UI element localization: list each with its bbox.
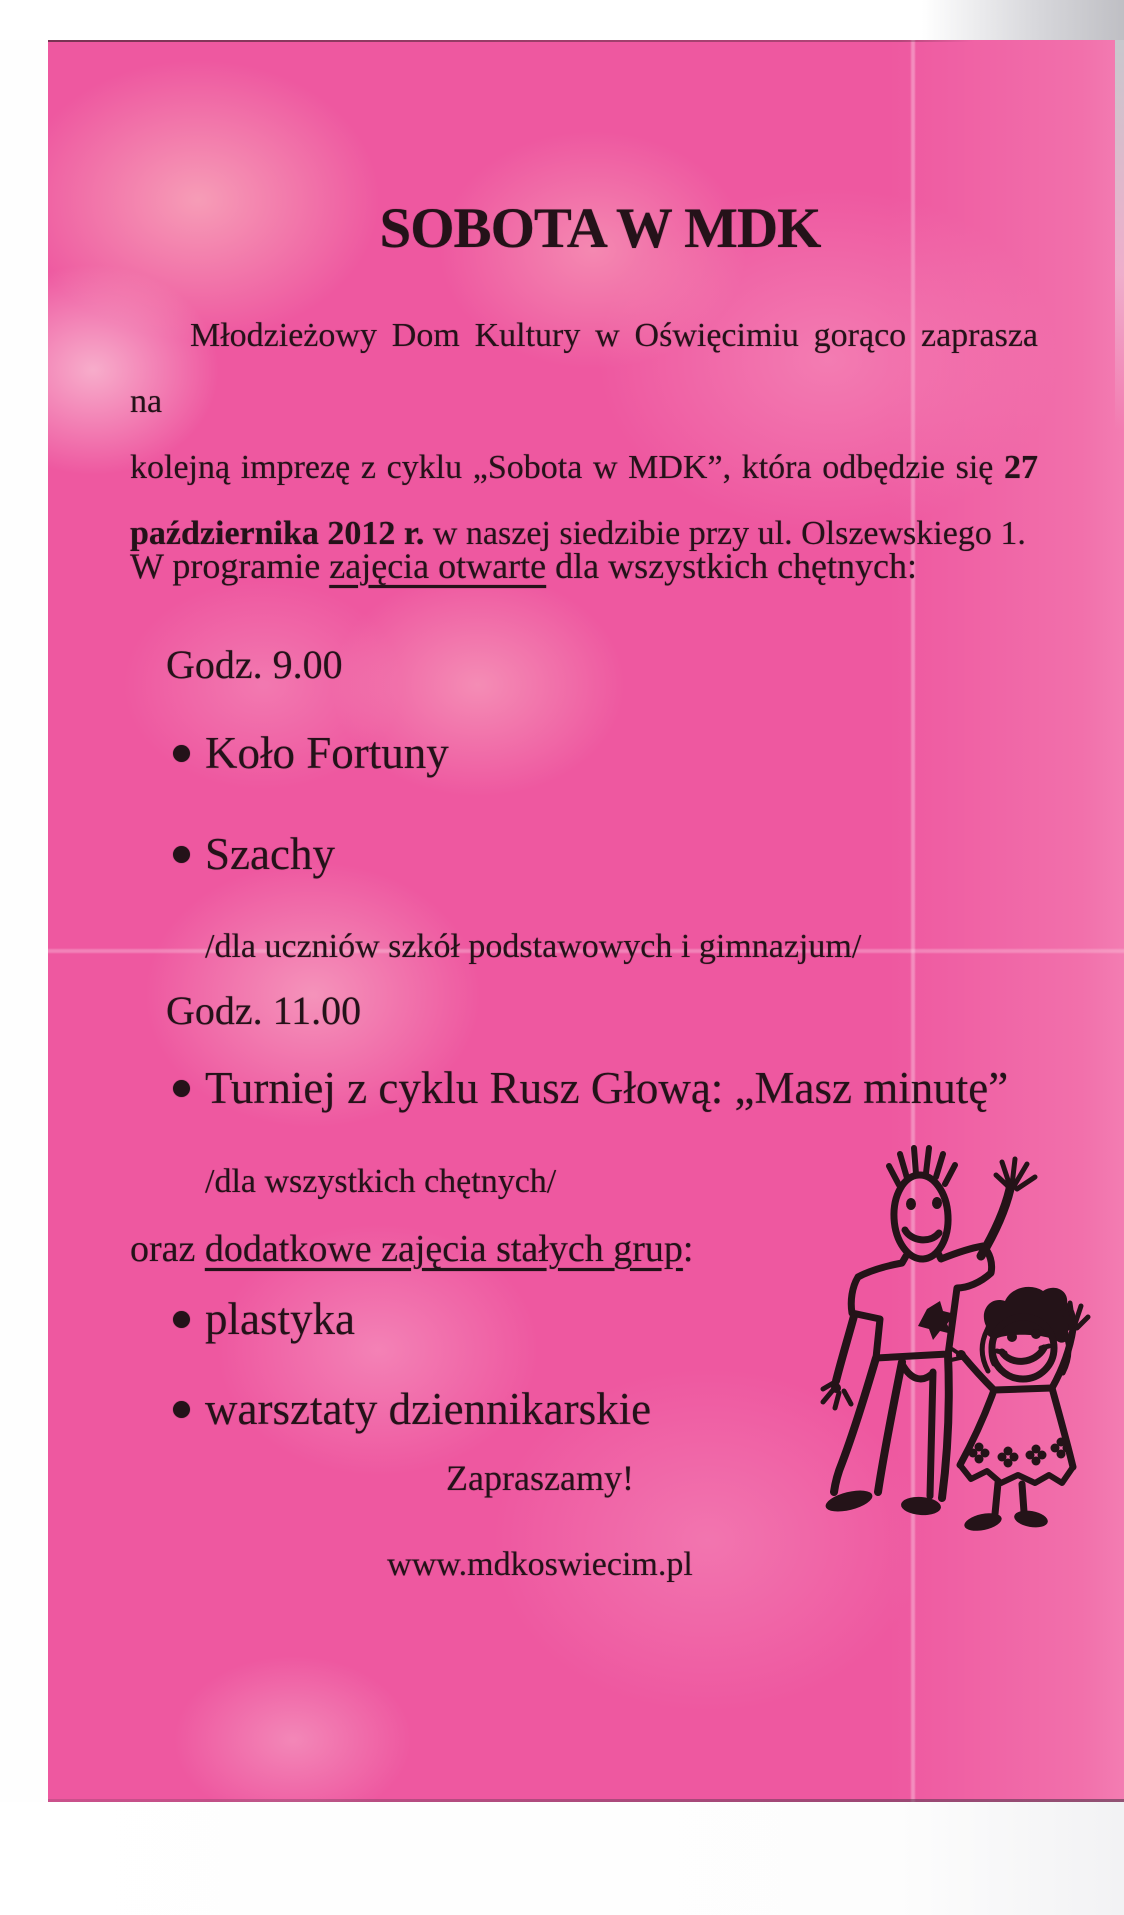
bullet-icon [173,1311,190,1328]
list-item-label: plastyka [205,1294,355,1344]
dress-flower-icon [969,1438,1072,1468]
child-figure [951,1287,1088,1534]
event-date-bold: października 2012 r. [130,515,425,552]
list-item-label: Szachy [205,829,335,879]
extra-underlined: dodatkowe zajęcia stałych grup [204,1228,683,1270]
extra-before: oraz [130,1228,205,1270]
bullet-icon [173,1401,190,1418]
schedule-time-1100: Godz. 11.00 [166,988,362,1033]
bullet-icon [173,745,190,762]
intro-line-2 [130,435,1038,501]
bullet-icon [173,1080,190,1097]
extra-groups-line [130,1225,693,1273]
event-day-bold: 27 [1004,449,1038,486]
program-intro-after: dla wszystkich chętnych: [546,546,918,586]
intro-line-2-text: kolejną imprezę z cyklu „Sobota w MDK”, która odbędzie się [130,449,1004,486]
list-item-label: Turniej z cyklu Rusz Głową: „Masz minutę” [205,1063,1009,1113]
program-intro-before: W programie [130,546,330,586]
schedule-note-1100: /dla wszystkich chętnych/ [205,1163,557,1200]
intro-paragraph [130,303,1038,567]
scanner-right-edge [1115,40,1124,430]
scanner-top-margin [0,0,1124,40]
list-item-label: warsztaty dziennikarskie [205,1384,652,1434]
website-text: www.mdkoswiecim.pl [387,1546,693,1583]
closing-line: Zapraszamy! [446,1458,634,1498]
list-item-szachy [173,826,335,882]
list-item-label: Koło Fortuny [205,728,449,778]
open-activities-underlined: zajęcia otwarte [329,546,547,586]
list-item-warsztaty [173,1381,651,1437]
list-item-kolo-fortuny [173,725,449,781]
scanner-bottom-margin [0,1802,1124,1915]
intro-line-1: Młodzieżowy Dom Kultury w Oświęcimiu gorąco zaprasza na [130,317,1038,420]
adult-hair-icon [889,1148,955,1185]
flyer-title: SOBOTA W MDK [379,197,821,260]
list-item-plastyka [173,1291,355,1347]
children-drawing-illustration [790,1090,1110,1570]
extra-after: : [682,1228,694,1270]
intro-line-3-text: w naszej siedzibie przy ul. Olszewskiego 1. [424,515,1026,552]
schedule-note-900: /dla uczniów szkół podstawowych i gimnazjum/ [205,928,862,965]
bullet-icon [173,846,190,863]
pink-paper-sheet [48,40,1124,1802]
schedule-time-900: Godz. 9.00 [166,642,343,687]
program-intro-line [130,543,917,589]
